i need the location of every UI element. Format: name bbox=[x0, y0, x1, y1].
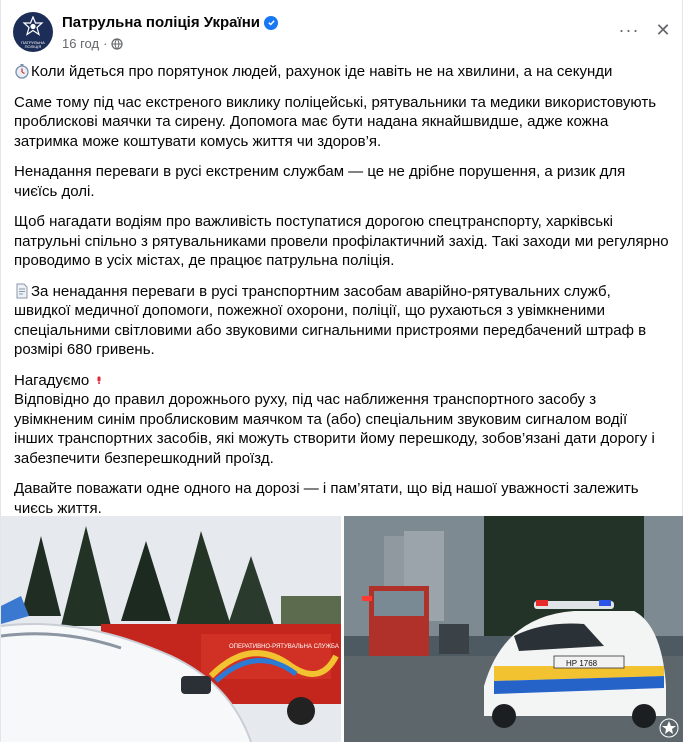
paragraph-text: За ненадання переваги в русі транспортним засобам аварійно-рятувальних служб, швидкої медичної допомоги, пожежної охорони, поліції, що рухаються з увімкненими спеціальними світловими або звуковими сигнальними пристроями передбачений штраф в розмірі 680 гривень. bbox=[14, 282, 647, 358]
avatar[interactable] bbox=[13, 12, 53, 52]
paragraph-4: Щоб нагадати водіям про важливість поступатися дорогою спецтранспорту, харківські патрульні спільно з рятувальниками провели профілактичний захід. Такі заходи ми регулярно проводимо в усіх містах, де працює патрульна поліція. bbox=[14, 213, 669, 269]
paragraph-fine bbox=[14, 282, 670, 360]
reminder-heading: Нагадуємо bbox=[14, 371, 90, 389]
verified-badge-icon bbox=[264, 16, 278, 30]
header-actions bbox=[619, 20, 673, 40]
paragraph-closing: Давайте поважати одне одного на дорозі — і пам’ятати, що від нашої уважності залежить чиєсь життя. bbox=[14, 480, 639, 517]
more-options-button[interactable] bbox=[619, 20, 639, 40]
stopwatch-icon bbox=[14, 63, 30, 79]
meta-separator: · bbox=[103, 36, 108, 51]
post-meta bbox=[62, 36, 123, 51]
paragraph-text: Коли йдеться про порятунок людей, рахунок іде навіть не на хвилини, а на секунди bbox=[31, 63, 613, 80]
close-icon: ✕ bbox=[655, 19, 671, 40]
close-button[interactable] bbox=[653, 20, 673, 40]
author-name[interactable]: Патрульна поліція України bbox=[62, 14, 261, 31]
red-exclamation-icon bbox=[95, 372, 103, 388]
post-time[interactable]: 16 год bbox=[62, 36, 100, 51]
photo-police-car[interactable] bbox=[344, 516, 683, 742]
document-icon bbox=[14, 283, 30, 299]
photo-grid bbox=[1, 516, 683, 742]
police-badge-icon bbox=[22, 16, 44, 40]
paragraph-3: Ненадання переваги в русі екстреним службам — це не дрібне порушення, а ризик для чиєїсь долі. bbox=[14, 163, 626, 200]
post-author[interactable] bbox=[62, 14, 278, 31]
license-plate: НР 1768 bbox=[566, 659, 598, 668]
photo-fire-truck[interactable] bbox=[1, 516, 341, 742]
paragraph-intro bbox=[14, 62, 670, 82]
truck-label: ОПЕРАТИВНО-РЯТУВАЛЬНА СЛУЖБА bbox=[229, 644, 339, 650]
globe-icon bbox=[111, 38, 123, 50]
paragraph-reminder bbox=[14, 371, 670, 469]
paragraph-2: Саме тому під час екстреного виклику поліцейські, рятувальники та медики використовують проблискові маячки та сирену. Допомога має бути надана якнайшвидше, адже кожна затримка може коштувати комусь життя чи здоров’я. bbox=[14, 93, 657, 150]
avatar-caption: ПАТРУЛЬНА ПОЛІЦІЯ bbox=[21, 39, 45, 49]
more-dots-icon: ··· bbox=[618, 19, 640, 40]
post-body bbox=[14, 62, 670, 529]
reminder-text: Відповідно до правил дорожнього руху, під час наближення транспортного засобу з увімкненим синім проблисковим маячком та (або) спеціальним звуковим сигналом водії інших транспортних засобів, які можуть створити йому перешкоду, зобов’язані дати дорогу і забезпечити безперешкодний проїзд. bbox=[14, 391, 655, 467]
post-header bbox=[13, 12, 673, 54]
